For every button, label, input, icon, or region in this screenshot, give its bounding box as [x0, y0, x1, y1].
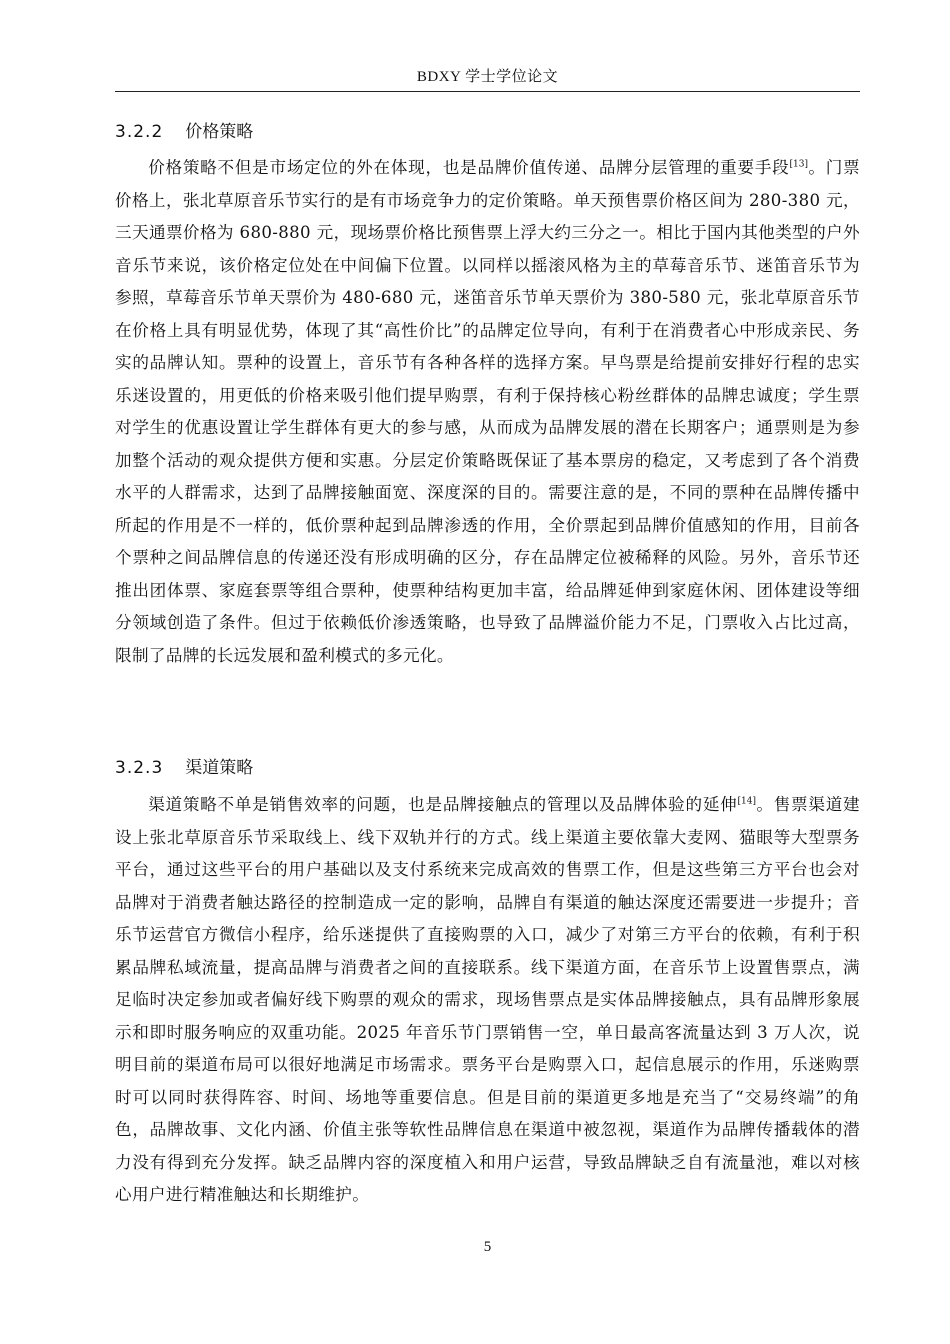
section-title	[115, 121, 860, 143]
section-title-text: 渠道策略	[185, 758, 254, 778]
section-number: 3.2.2	[115, 122, 164, 142]
citation-mark: [14]	[737, 796, 756, 807]
section-number: 3.2.3	[115, 758, 164, 778]
page-header: BDXY 学士学位论文	[416, 69, 559, 85]
paragraph-text: 渠道策略不单是销售效率的问题，也是品牌接触点的管理以及品牌体验的延伸	[148, 795, 738, 814]
paragraph-text: 。售票渠道建设上张北草原音乐节采取线上、线下双轨并行的方式。线上渠道主要依靠大麦网、猫眼等大型票务平台，通过这些平台的用户基础以及支付系统来完成高效的售票工作，但是这些第三方平台也会对品牌对于消费者触达路径的控制造成一定的影响，品牌自有渠道的触达深度还需要进一步提升；音乐节运营官方微信小程序，给乐迷提供了直接购票的入口，减少了对第三方平台的依赖，有利于积累品牌私域流量，提高品牌与消费者之间的直接联系。线下渠道方面，在音乐节上设置售票点，满足临时决定参加或者偏好线下购票的观众的需求，现场售票点是实体品牌接触点，具有品牌形象展示和即时服务响应的双重功能。2025 年音乐节门票销售一空，单日最高客流量达到 3 万人次，说明目前的渠道布局可以很好地满足市场需求。票务平台是购票入口，起信息展示的作用，乐迷购票时可以同时获得阵容、时间、场地等重要信息。但是目前的渠道更多地是充当了“交易终端”的角色，品牌故事、文化内涵、价值主张等软性品牌信息在渠道中被忽视，渠道作为品牌传播载体的潜力没有得到充分发挥。缺乏品牌内容的深度植入和用户运营，导致品牌缺乏自有流量池，难以对核心用户进行精准触达和长期维护。	[115, 795, 860, 1204]
header-divider	[115, 91, 860, 92]
paragraph-price-strategy	[115, 152, 860, 672]
paragraph-text: 。门票价格上，张北草原音乐节实行的是有市场竞争力的定价策略。单天预售票价格区间为 280-380 元，三天通票价格为 680-880 元，现场票价格比预售票上浮大约三分之一。相比于国内其他类型的户外音乐节来说，该价格定位处在中间偏下位置。以同样以摇滚风格为主的草莓音乐节、迷笛音乐节为参照，草莓音乐节单天票价为 480-680 元，迷笛音乐节单天票价为 380-580 元，张北草原音乐节在价格上具有明显优势，体现了其“高性价比”的品牌定位导向，有利于在消费者心中形成亲民、务实的品牌认知。票种的设置上，音乐节有各种各样的选择方案。早鸟票是给提前安排好行程的忠实乐迷设置的，用更低的价格来吸引他们提早购票，有利于保持核心粉丝群体的品牌忠诚度；学生票对学生的优惠设置让学生群体有更大的参与感，从而成为品牌发展的潜在长期客户；通票则是为参加整个活动的观众提供方便和实惠。分层定价策略既保证了基本票房的稳定，又考虑到了各个消费水平的人群需求，达到了品牌接触面宽、深度深的目的。需要注意的是，不同的票种在品牌传播中所起的作用是不一样的，低价票种起到品牌渗透的作用，全价票起到品牌价值感知的作用，目前各个票种之间品牌信息的传递还没有形成明确的区分，存在品牌定位被稀释的风险。另外，音乐节还推出团体票、家庭套票等组合票种，使票种结构更加丰富，给品牌延伸到家庭休闲、团体建设等细分领域创造了条件。但过于依赖低价渗透策略，也导致了品牌溢价能力不足，门票收入占比过高，限制了品牌的长远发展和盈利模式的多元化。	[115, 158, 860, 665]
section-heading-channel-strategy	[115, 757, 860, 779]
page-number: 5	[483, 1239, 492, 1255]
citation-mark: [13]	[789, 159, 808, 170]
section-title-text: 价格策略	[185, 122, 254, 142]
paragraph-text: 价格策略不但是市场定位的外在体现，也是品牌价值传递、品牌分层管理的重要手段	[148, 158, 790, 177]
paragraph-channel-strategy	[115, 789, 860, 1212]
section-heading-price-strategy	[115, 121, 860, 143]
section-title	[115, 757, 860, 779]
